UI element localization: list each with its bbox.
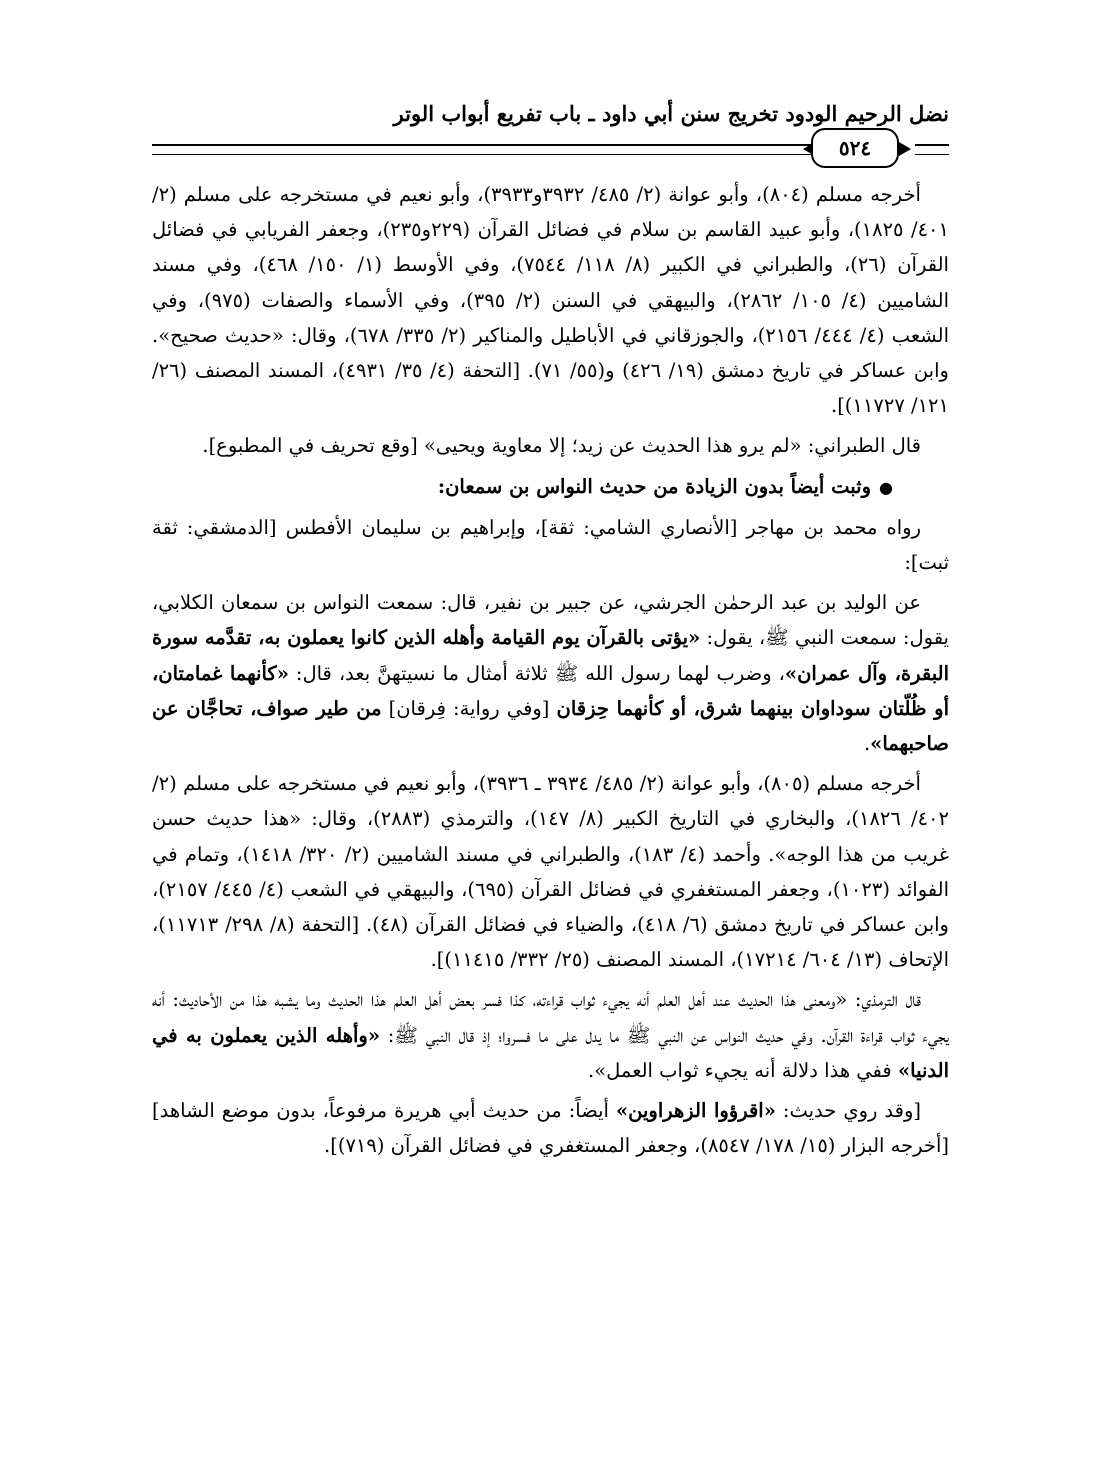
bullet-icon: ● — [879, 477, 893, 497]
zahrawain-quote: «اقرؤوا الزهراوين» — [615, 1099, 776, 1123]
tirmidhi-text-2: ففي هذا دلالة أنه يجيء ثواب العمل». — [588, 1058, 898, 1082]
paragraph-tirmidhi-note — [152, 982, 949, 1088]
running-title: نضل الرحيم الودود تخريج سنن أبي داود ـ باب تفريع أبواب الوتر — [393, 101, 949, 126]
paragraph-bullet-heading — [152, 469, 949, 505]
page-number-badge: ٥٢٤ — [811, 128, 899, 168]
paragraph-takhrij-2: أخرجه مسلم (٨٠٥)، وأبو عوانة (٢/ ٤٨٥/ ٣٩٣٤ ـ ٣٩٣٦)، وأبو نعيم في مستخرجه على مسلم (٢/ ٤٠٢/ ١٨٢٦)، والبخاري في التاريخ الكبير (٨/ ١٤٧)، والترمذي (٢٨٨٣)، وقال: «هذا حديث حسن غريب من هذا الوجه». وأحمد (٤/ ١٨٣)، والطبراني في مسند الشاميين (٢/ ٣٢٠/ ١٤١٨)، وتمام في الفوائد (١٠٢٣)، وجعفر المستغفري في فضائل القرآن (٦٩٥)، والبيهقي في الشعب (٤/ ٤٤٥/ ٢١٥٧)، وابن عساكر في تاريخ دمشق (٦/ ٤١٨)، والضياء في فضائل القرآن (٤٨). [التحفة (٨/ ٢٩٨/ ١١٧١٣)، الإتحاف (١٣/ ٦٠٤/ ١٧٢١٤)، المسند المصنف (٢٥/ ٣٣٢/ ١١٤١٥)]. — [152, 772, 950, 972]
hadith-matn-3: من طير صواف، تحاجَّان عن صاحبهما» — [152, 696, 949, 756]
hadith-matn-1: «يؤتى بالقرآن يوم القيامة وأهله الذين كانوا يعملون به، تقدَّمه سورة البقرة، وآل عمران» — [152, 626, 949, 685]
header-rule-left — [152, 144, 812, 155]
paragraph-narrators: رواه محمد بن مهاجر [الأنصاري الشامي: ثقة]، وإبراهيم بن سليمان الأفطس [الدمشقي: ثقة ثبت]: — [152, 515, 949, 575]
paragraph-zahrawain-note — [152, 1093, 949, 1163]
bullet-heading-text: وثبت أيضاً بدون الزيادة من حديث النواس بن سمعان: — [437, 474, 872, 498]
zahrawain-text-1: [وقد روي حديث: — [775, 1099, 921, 1123]
hadith-isnad: عن الوليد بن عبد الرحمٰن الجرشي، عن جبير بن نفير، قال: سمعت النواس بن سمعان الكلابي، يقول: سمعت النبي ﷺ، يقول: — [152, 591, 949, 650]
badge-arrow-right-icon — [899, 142, 911, 156]
paragraph-hadith-text — [152, 585, 949, 761]
hadith-end: . — [863, 732, 871, 756]
zahrawain-text-2: أيضاً: من حديث أبي هريرة مرفوعاً، بدون موضع الشاهد] [أخرجه البزار (١٥/ ١٧٨/ ٨٥٤٧)، وجعفر المستغفري في فضائل القرآن (٧١٩)]. — [152, 1099, 949, 1158]
hadith-variant-note: [وفي رواية: فِرقان] — [381, 696, 557, 720]
tirmidhi-text-1: قال الترمذي: «ومعنى هذا الحديث عند أهل العلم أنه يجيء ثواب قراءته، كذا فسر بعض أهل العلم هذا الحديث وما يشبه هذا من الأحاديث: أنه يجيء ثواب قراءة القرآن. وفي حديث النواس عن النبي ﷺ ما يدل على ما فسروا؛ إذ قال النبي ﷺ: — [152, 988, 950, 1047]
header-rule-right — [915, 144, 949, 155]
paragraph-takhrij-1: أخرجه مسلم (٨٠٤)، وأبو عوانة (٢/ ٤٨٥/ ٣٩٣٢و٣٩٣٣)، وأبو نعيم في مستخرجه على مسلم (٢/ ٤٠١/ ١٨٢٥)، وأبو عبيد القاسم بن سلام في فضائل القرآن (٢٢٩و٢٣٥)، وجعفر الفريابي في فضائل القرآن (٢٦)، والطبراني في الكبير (٨/ ١١٨/ ٧٥٤٤)، وفي الأوسط (١/ ١٥٠/ ٤٦٨)، وفي مسند الشاميين (٤/ ١٠٥/ ٢٨٦٢)، والبيهقي في السنن (٢/ ٣٩٥)، وفي الأسماء والصفات (٩٧٥)، وفي الشعب (٤/ ٤٤٤/ ٢١٥٦)، والجوزقاني في الأباطيل والمناكير (٢/ ٣٣٥/ ٦٧٨)، وقال: «حديث صحيح». وابن عساكر في تاريخ دمشق (١٩/ ٤٢٦) و(٥٥/ ٧١). [التحفة (٤/ ٣٥/ ٤٩٣١)، المسند المصنف (٢٦/ ١٢١/ ١١٧٢٧)]. — [152, 183, 949, 418]
hadith-connector: ، وضرب لهما رسول الله ﷺ ثلاثة أمثال ما نسيتهنَّ بعد، قال: — [288, 661, 785, 685]
hadith-matn-2: «كأنهما غمامتان، أو ظُلّتان سوداوان بينهما شرق، أو كأنهما حِزقان — [152, 661, 949, 720]
tirmidhi-quote: «وأهله الذين يعملون به في الدنيا» — [152, 1023, 949, 1082]
page-body — [152, 177, 949, 1168]
page-header — [152, 92, 949, 167]
paragraph-tabarani-note: قال الطبراني: «لم يرو هذا الحديث عن زيد؛ إلا معاوية ويحيى» [وقع تحريف في المطبوع]. — [202, 434, 921, 458]
